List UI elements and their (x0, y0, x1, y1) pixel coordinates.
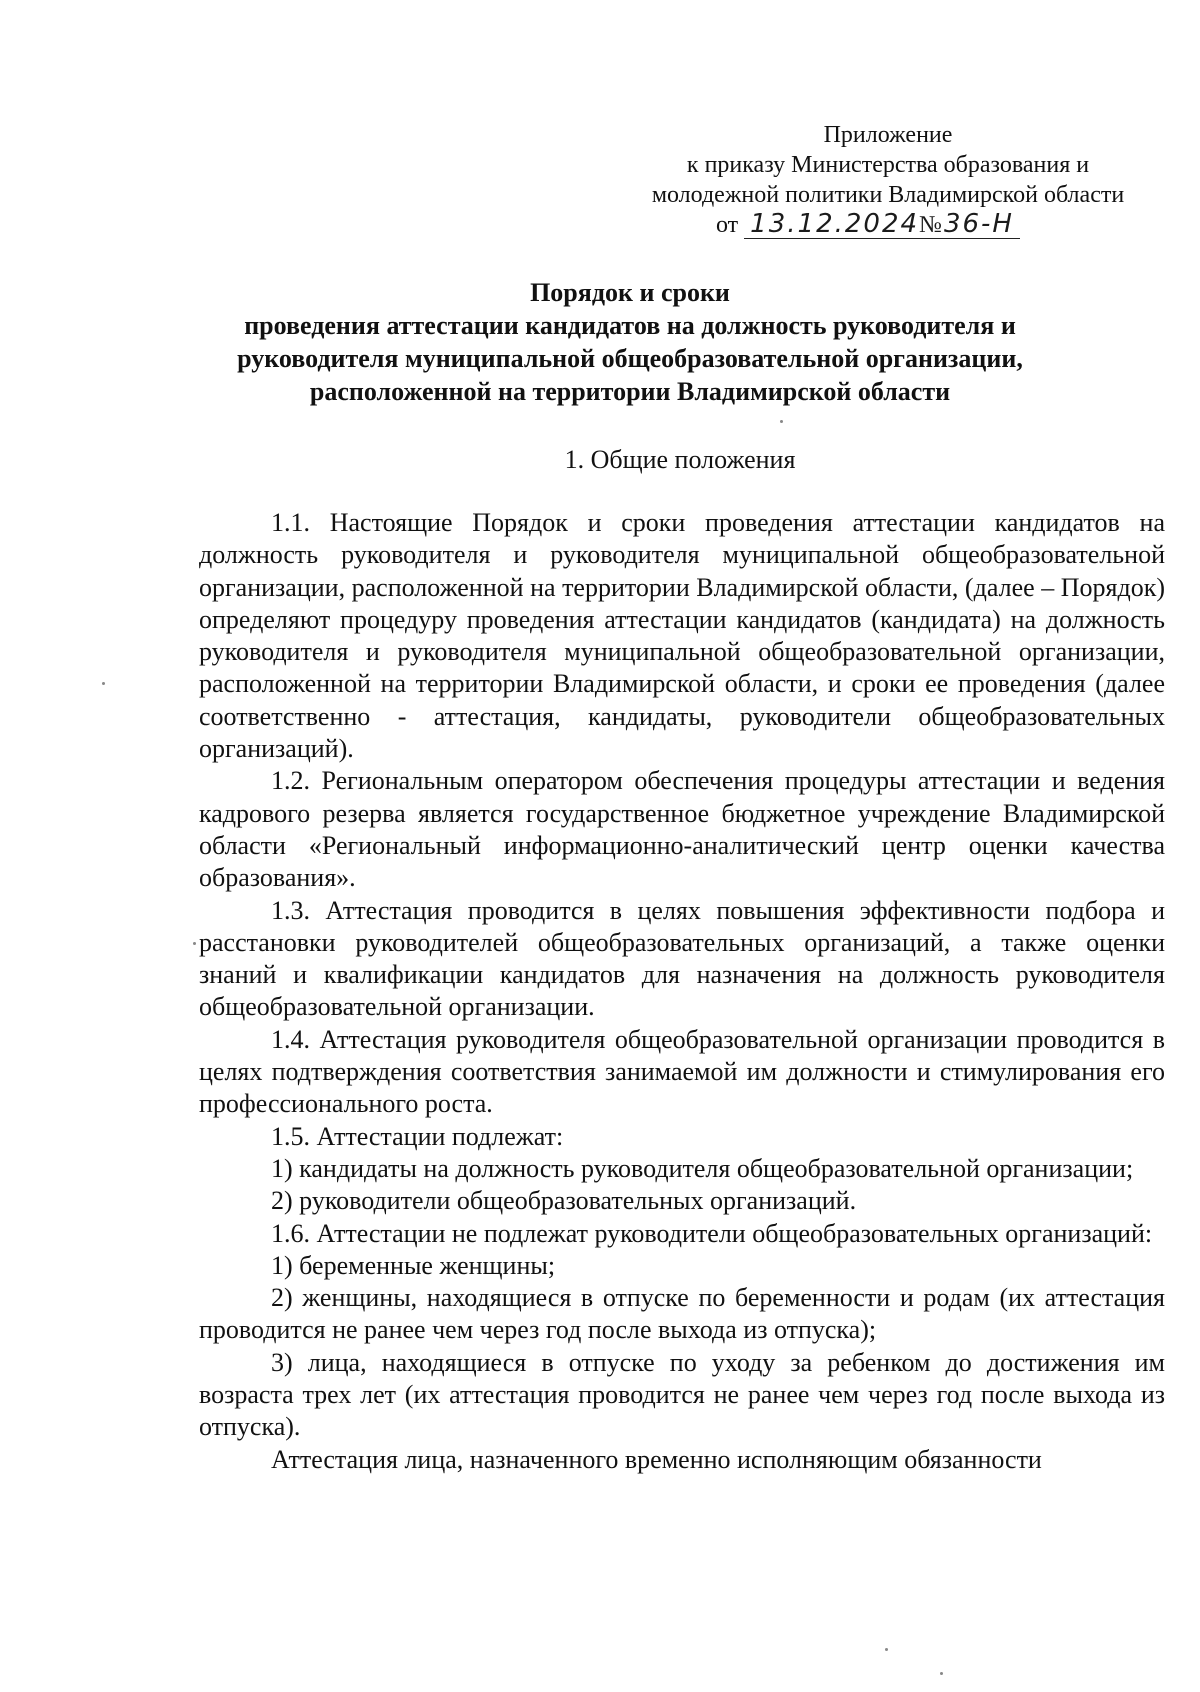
paragraph-continuation: Аттестация лица, назначенного временно исполняющим обязанности (271, 1444, 1042, 1474)
scan-speck (940, 1672, 943, 1675)
appendix-date-line (628, 210, 1148, 240)
scan-speck (102, 682, 105, 685)
list-item-1-6-2: 2) женщины, находящиеся в отпуске по беременности и родам (их аттестация проводится не ранее чем через год после выхода из отпуска); (199, 1283, 1165, 1345)
list-item-1-5-2: 2) руководители общеобразовательных организаций. (271, 1186, 857, 1216)
title-line-4: расположенной на территории Владимирской области (309, 377, 951, 406)
handwritten-date (744, 211, 1020, 239)
appendix-header (628, 120, 1148, 240)
scan-speck (885, 1648, 888, 1651)
appendix-label: Приложение (823, 122, 953, 148)
paragraph-1-1: 1.1. Настоящие Порядок и сроки проведения аттестации кандидатов на должность руководителя и руководителя муниципальной общеобразовательной организации, расположенной на территории Владимирской области, (далее – Порядок) определяют процедуру проведения аттестации кандидатов (кандидата) на должность руководителя и руководителя муниципальной общеобразовательной организации, расположенной на территории Владимирской области, и сроки ее проведения (далее соответственно - аттестация, кандидаты, руководители общеобразовательных организаций). (199, 508, 1165, 764)
title-line-3: руководителя муниципальной общеобразовательной организации, (237, 344, 1023, 373)
title-line-2: проведения аттестации кандидатов на должность руководителя и (244, 311, 1016, 340)
scan-speck (193, 942, 196, 945)
number-value: 36-Н (943, 209, 1014, 239)
title-line-1: Порядок и сроки (530, 278, 730, 307)
document-title (200, 276, 1060, 408)
list-item-1-6-1: 1) беременные женщины; (271, 1250, 556, 1280)
paragraph-1-5: 1.5. Аттестации подлежат: (271, 1121, 564, 1151)
paragraph-1-4: 1.4. Аттестация руководителя общеобразовательной организации проводится в целях подтверждения соответствия занимаемой им должности и стимулирования его профессионального роста. (199, 1024, 1165, 1119)
document-body (199, 507, 1165, 1476)
section-heading: 1. Общие положения (564, 445, 796, 474)
list-item-1-6-3: 3) лица, находящиеся в отпуске по уходу за ребенком до достижения им возраста трех лет (их аттестация проводится не ранее чем через год после выхода из отпуска). (199, 1347, 1165, 1442)
date-prefix: от (716, 212, 739, 238)
scan-speck (780, 420, 783, 423)
date-value: 13.12.2024 (750, 209, 920, 239)
paragraph-1-2: 1.2. Региональным оператором обеспечения процедуры аттестации и ведения кадрового резерва является государственное бюджетное учреждение Владимирской области «Региональный информационно-аналитический центр оценки качества образования». (199, 766, 1165, 893)
list-item-1-5-1: 1) кандидаты на должность руководителя общеобразовательной организации; (271, 1153, 1134, 1183)
paragraph-1-6: 1.6. Аттестации не подлежат руководители общеобразовательных организаций: (271, 1218, 1153, 1248)
appendix-order-ref: к приказу Министерства образования и (686, 152, 1090, 178)
paragraph-1-3: 1.3. Аттестация проводится в целях повышения эффективности подбора и расстановки руководителей общеобразовательных организаций, а также оценки знаний и квалификации кандидатов для назначения на должность руководителя общеобразовательной организации. (199, 895, 1165, 1022)
appendix-ministry: молодежной политики Владимирской области (651, 182, 1125, 208)
number-sign: № (919, 212, 944, 238)
